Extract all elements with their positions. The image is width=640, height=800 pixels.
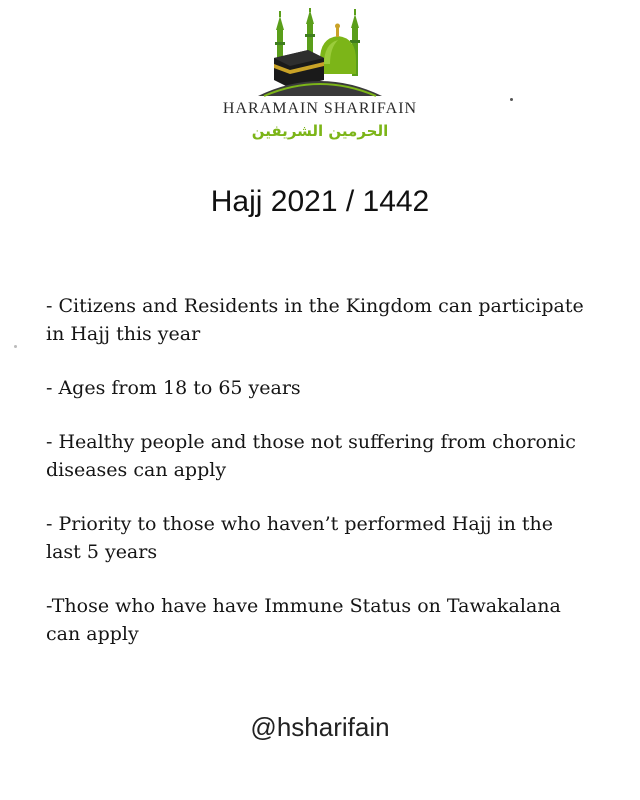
eligibility-list: [46, 292, 616, 674]
list-item: - Ages from 18 to 65 years: [46, 377, 301, 399]
brand-logo: [0, 8, 640, 138]
paper-speck: [14, 345, 17, 348]
brand-name-arabic: الحرمين الشريفين: [251, 122, 389, 140]
kaaba-dome-icon: [258, 8, 382, 98]
paper-speck: [510, 98, 513, 101]
list-item: - Healthy people and those not suffering from choronic diseases can apply: [46, 431, 576, 481]
social-handle: @hsharifain: [250, 712, 390, 742]
list-item: - Citizens and Residents in the Kingdom can participate in Hajj this year: [46, 295, 584, 345]
brand-name-english: HARAMAIN SHARIFAIN: [222, 100, 418, 117]
list-item: -Those who have have Immune Status on Tawakalana can apply: [46, 595, 561, 645]
post-title: Hajj 2021 / 1442: [210, 185, 430, 218]
list-item: - Priority to those who haven’t performed Hajj in the last 5 years: [46, 513, 554, 563]
